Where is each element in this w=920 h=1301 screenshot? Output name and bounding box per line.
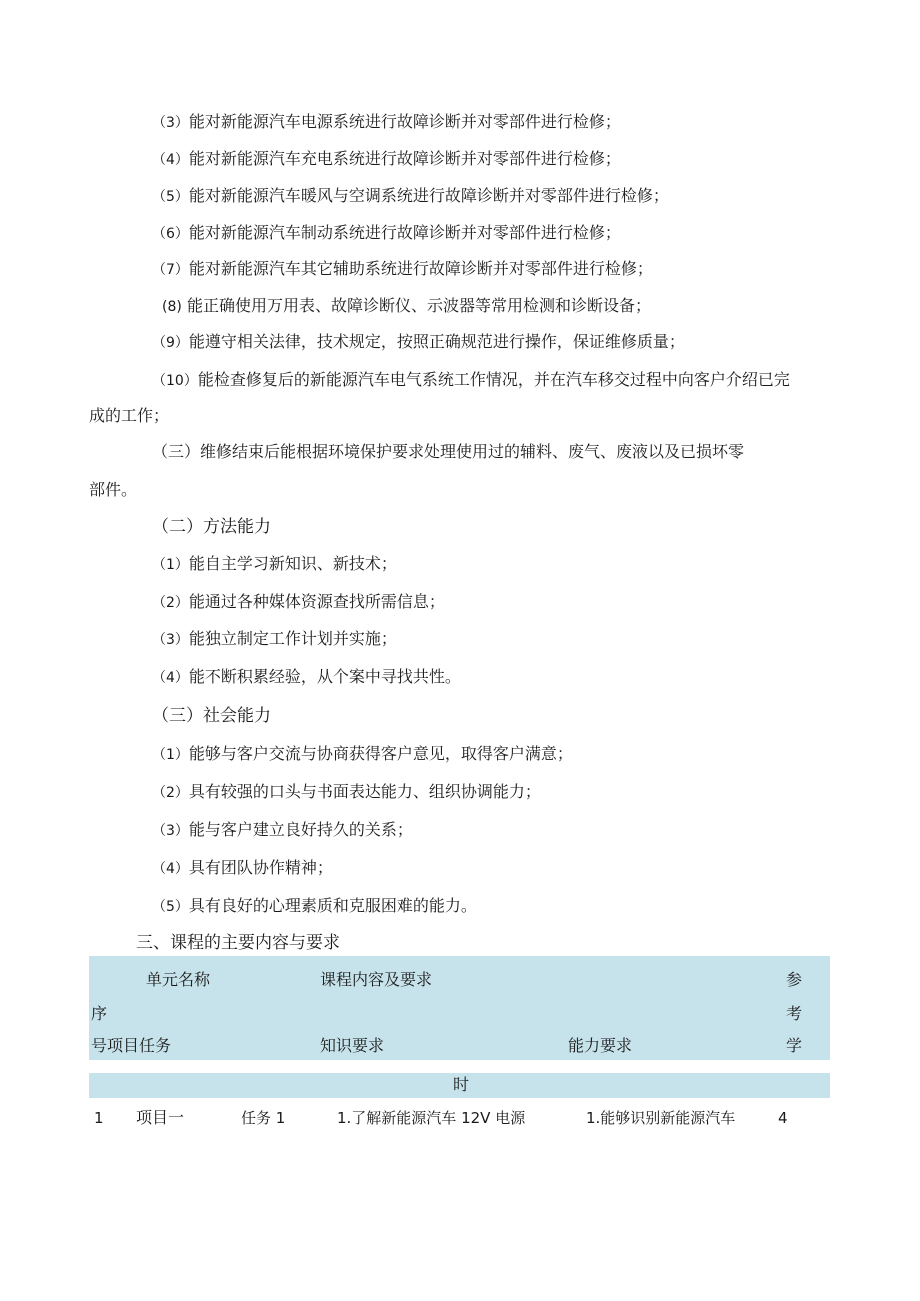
header-unit-name: 单元名称 [146, 970, 211, 989]
item-number: （7） [152, 262, 189, 278]
item-text: 能对新能源汽车制动系统进行故障诊断并对零部件进行检修； [188, 223, 621, 242]
method-item [152, 666, 461, 689]
skill-item [152, 369, 790, 392]
social-item [152, 895, 477, 918]
item-text: 能对新能源汽车充电系统进行故障诊断并对零部件进行检修； [188, 149, 621, 168]
skill-continuation: 成的工作； [89, 406, 170, 425]
environment-paragraph: （三）维修结束后能根据环境保护要求处理使用过的辅料、废气、废液以及已损坏零 [152, 442, 745, 461]
social-item [152, 781, 541, 804]
item-text: 能不断积累经验，从个案中寻找共性。 [188, 667, 461, 686]
item-number: （6） [152, 226, 189, 242]
item-number: （4） [152, 152, 189, 168]
environment-paragraph-cont: 部件。 [89, 480, 138, 499]
header-seq: 序 [91, 1004, 108, 1023]
skill-item [152, 185, 669, 208]
item-number: （5） [152, 899, 189, 915]
row-ability: 1.能够识别新能源汽车 [586, 1109, 736, 1127]
social-item [152, 857, 333, 880]
header-ability: 能力要求 [568, 1036, 633, 1055]
item-text: 具有良好的心理素质和克服困难的能力。 [188, 896, 477, 915]
method-item [152, 591, 445, 614]
item-text: 能独立制定工作计划并实施； [188, 629, 397, 648]
item-text: 能够与客户交流与协商获得客户意见，取得客户满意； [188, 744, 573, 763]
item-number: （3） [152, 115, 189, 131]
item-text: 能与客户建立良好持久的关系； [188, 820, 413, 839]
header-knowledge: 知识要求 [320, 1036, 385, 1055]
item-number: （4） [152, 861, 189, 877]
item-text: 能通过各种媒体资源查找所需信息； [188, 592, 445, 611]
row-project: 项目一 [136, 1108, 185, 1127]
item-number: （3） [152, 823, 189, 839]
item-number: （1） [152, 557, 189, 573]
item-number: （9） [152, 335, 189, 351]
social-heading: （三）社会能力 [152, 706, 271, 726]
item-number: (8) [162, 299, 182, 315]
item-text: 能对新能源汽车暖风与空调系统进行故障诊断并对零部件进行检修； [188, 186, 669, 205]
skill-item [152, 222, 621, 245]
item-text: 能对新能源汽车其它辅助系统进行故障诊断并对零部件进行检修； [188, 259, 653, 278]
header-ref-4: 时 [453, 1075, 470, 1094]
skill-item [152, 111, 621, 134]
item-number: （4） [152, 670, 189, 686]
header-ref-3: 学 [786, 1036, 803, 1055]
item-text: 具有较强的口头与书面表达能力、组织协调能力； [188, 782, 541, 801]
header-no-project-task: 号项目任务 [91, 1036, 172, 1055]
item-text: 能遵守相关法律，技术规定，按照正确规范进行操作，保证维修质量； [188, 332, 685, 351]
item-number: （2） [152, 595, 189, 611]
social-item [152, 743, 573, 766]
item-text: 能正确使用万用表、故障诊断仪、示波器等常用检测和诊断设备； [186, 296, 651, 315]
skill-item [162, 295, 651, 318]
item-text: 能自主学习新知识、新技术； [188, 554, 397, 573]
method-item [152, 628, 397, 651]
social-item [152, 819, 413, 842]
item-number: （1） [152, 747, 189, 763]
skill-item [152, 258, 653, 281]
item-number: （3） [152, 632, 189, 648]
header-course-content: 课程内容及要求 [320, 970, 433, 989]
row-hours: 4 [778, 1109, 788, 1127]
method-heading: （二）方法能力 [152, 517, 271, 537]
item-text: 能检查修复后的新能源汽车电气系统工作情况，并在汽车移交过程中向客户介绍已完 [197, 370, 790, 389]
skill-item [152, 148, 621, 171]
item-number: （5） [152, 189, 189, 205]
row-knowledge: 1.了解新能源汽车 12V 电源 [337, 1109, 526, 1127]
section-title: 三、课程的主要内容与要求 [136, 933, 340, 953]
item-number: （10） [152, 373, 198, 389]
method-item [152, 553, 397, 576]
item-number: （2） [152, 785, 189, 801]
header-ref-2: 考 [786, 1004, 803, 1023]
header-ref-1: 参 [786, 970, 803, 989]
row-task: 任务 1 [241, 1109, 286, 1127]
item-text: 具有团队协作精神； [188, 858, 333, 877]
skill-item [152, 331, 685, 354]
item-text: 能对新能源汽车电源系统进行故障诊断并对零部件进行检修； [188, 112, 621, 131]
row-number: 1 [94, 1109, 104, 1127]
